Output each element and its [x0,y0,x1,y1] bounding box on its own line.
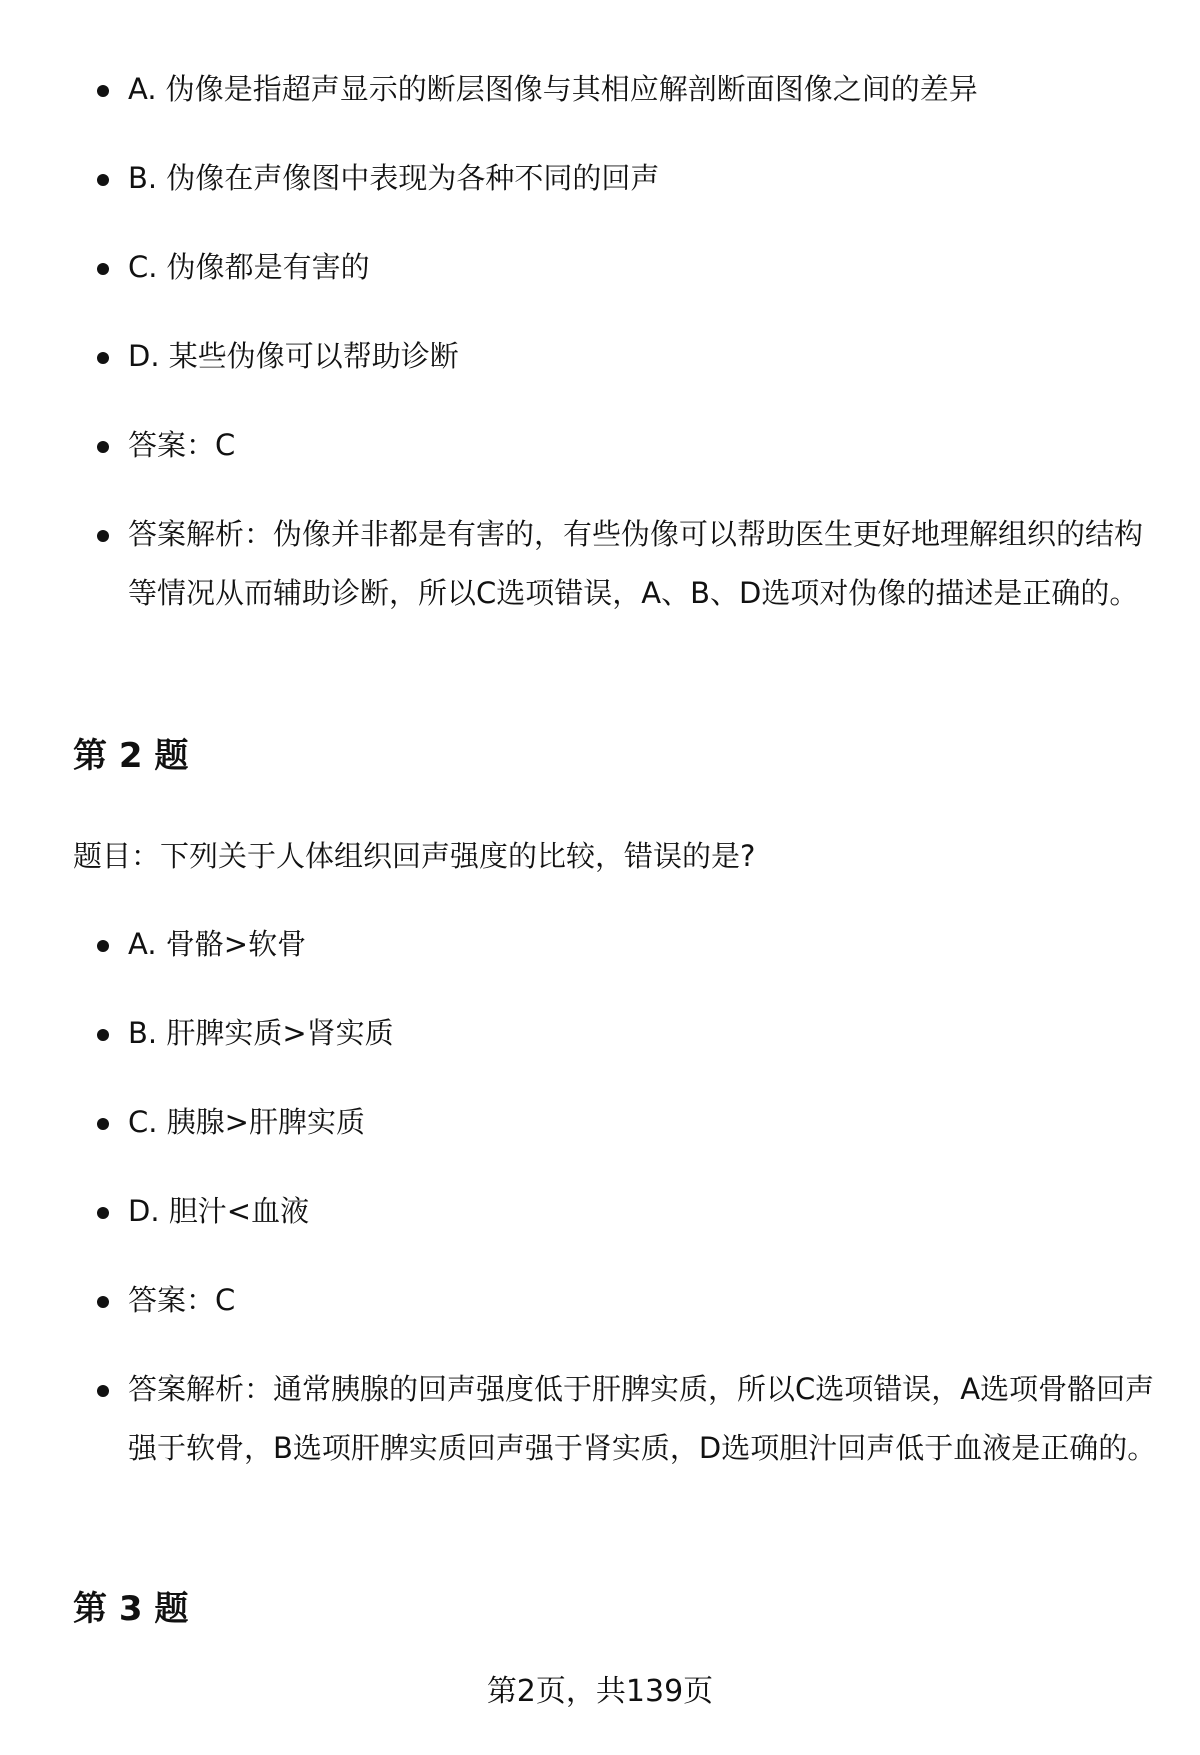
q1-answer: 答案：C [0,416,1200,475]
q3-heading: 第 3 题 [73,1589,189,1629]
q2-option-c: C. 胰腺>肝脾实质 [0,1093,1200,1152]
page-number: 第2页，共139页 [486,1674,714,1709]
q1-option-c: C. 伪像都是有害的 [0,238,1200,297]
q2-stem: 题目：下列关于人体组织回声强度的比较，错误的是? [73,839,756,873]
q1-option-d: D. 某些伪像可以帮助诊断 [0,327,1200,386]
q1-explanation: 答案解析：伪像并非都是有害的，有些伪像可以帮助医生更好地理解组织的结构等情况从而辅助诊断，所以C选项错误，A、B、D选项对伪像的描述是正确的。 [0,505,1200,623]
q2-option-d: D. 胆汁<血液 [0,1182,1200,1241]
q1-option-b: B. 伪像在声像图中表现为各种不同的回声 [0,149,1200,208]
q1-list [0,60,1200,623]
q1-option-a: A. 伪像是指超声显示的断层图像与其相应解剖断面图像之间的差异 [0,60,1200,119]
q2-option-a: A. 骨骼>软骨 [0,915,1200,974]
q2-heading: 第 2 题 [73,736,189,776]
q2-list [0,915,1200,1478]
q2-option-b: B. 肝脾实质>肾实质 [0,1004,1200,1063]
q2-explanation: 答案解析：通常胰腺的回声强度低于肝脾实质，所以C选项错误，A选项骨骼回声强于软骨，B选项肝脾实质回声强于肾实质，D选项胆汁回声低于血液是正确的。 [0,1360,1200,1478]
q2-answer: 答案：C [0,1271,1200,1330]
